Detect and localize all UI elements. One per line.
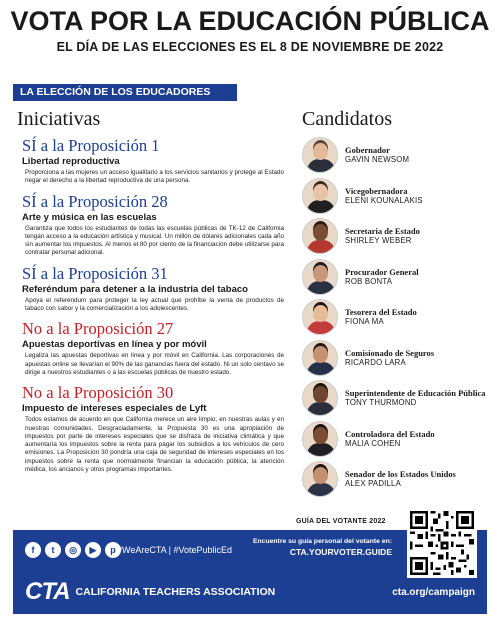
page-title: VOTA POR LA EDUCACIÓN PÚBLICA — [10, 6, 490, 36]
footer-bar — [13, 530, 487, 614]
candidate-office: Vicegobernadora — [345, 185, 408, 196]
candidate-name: ROB BONTA — [345, 276, 393, 286]
candidate-photo — [302, 299, 338, 335]
hashtags: #WeAreCTA | #VotePublicEd — [117, 545, 233, 555]
candidate-office: Controladora del Estado — [345, 428, 435, 439]
candidate-name: GAVIN NEWSOM — [345, 155, 410, 165]
qr-code-icon — [410, 511, 474, 575]
social-icons — [25, 542, 121, 558]
proposition-title: No a la Proposición 30 — [22, 383, 174, 403]
proposition-item — [22, 319, 284, 377]
candidate-photo — [302, 380, 338, 416]
candidate-name: FIONA MA — [345, 317, 384, 327]
candidate-photo — [302, 461, 338, 497]
candidate-office: Superintendente de Educación Pública — [345, 388, 486, 399]
pinterest-icon[interactable]: p — [105, 542, 121, 558]
candidate-photo — [302, 137, 338, 173]
twitter-icon[interactable]: t — [45, 542, 61, 558]
candidate-office: Procurador General — [345, 266, 419, 277]
proposition-description: Garantiza que todos los estudiantes de todas las escuelas públicas de TK-12 de California tengan acceso a la educación artística y musical. Un millón de dólares adicionales cada año sin aumentar los impuestos. Al menos el 80 por ciento de la financiación debe utilizarse para contratar personal adicional. — [25, 224, 284, 257]
campaign-url[interactable]: cta.org/campaign — [392, 587, 475, 598]
candidate-office: Secretaria de Estado — [345, 226, 420, 237]
proposition-item — [22, 192, 284, 258]
candidate-name: RICARDO LARA — [345, 357, 406, 367]
candidate-item — [302, 459, 492, 500]
candidate-photo — [302, 259, 338, 295]
propositions-list — [22, 136, 284, 480]
candidate-item — [302, 135, 492, 176]
proposition-description: Apoya el referéndum para proteger la ley actual que prohíbe la venta de productos de tabaco con sabor y la comercialización a los adolescentes. — [25, 296, 284, 313]
voter-guide-prompt: Encuentre su guía personal del votante en: — [253, 538, 392, 545]
voter-guide-link-block — [253, 538, 392, 557]
facebook-icon[interactable]: f — [25, 542, 41, 558]
candidate-photo — [302, 178, 338, 214]
instagram-icon[interactable]: ◎ — [65, 542, 81, 558]
election-date-subtitle: EL DÍA DE LAS ELECCIONES ES EL 8 DE NOVIEMBRE DE 2022 — [56, 40, 444, 54]
candidate-photo — [302, 340, 338, 376]
proposition-description: Proporciona a las mujeres un acceso igualitario a los servicios sanitarios y protege al Estado negar el derecho a la libertad reproductiva de una persona. — [25, 169, 284, 185]
candidates-heading: Candidatos — [302, 108, 392, 130]
candidate-item — [302, 257, 492, 298]
proposition-title: No a la Proposición 27 — [22, 319, 174, 339]
candidates-list — [302, 135, 492, 500]
candidate-item — [302, 176, 492, 217]
proposition-subtitle: Libertad reproductiva — [22, 156, 120, 167]
candidate-office: Senador de los Estados Unidos — [345, 469, 456, 480]
candidate-photo — [302, 421, 338, 457]
proposition-subtitle: Impuesto de intereses especiales de Lyft — [22, 403, 207, 415]
candidate-name: ALEX PADILLA — [345, 479, 401, 489]
proposition-description: Legaliza las apuestas deportivas en línea y por móvil en California. Las corporaciones de apuestas online se llevarían el 90% de las ganancias fuera del estado. Ni un solo centavo se dirige a nuestros estudiantes o a las escuelas públicas de nuestro estado. — [25, 352, 284, 376]
candidate-photo — [302, 218, 338, 254]
candidate-name: TONY THURMOND — [345, 398, 417, 408]
proposition-item — [22, 264, 284, 314]
proposition-description: Todos estamos de acuerdo en que California merece un aire limpio, en nuestras aulas y en nuestras comunidades. Desgraciadamente, la Propuesta 30 es una apropiación de impuestos por parte de intereses especiales que se disfraza de iniciativa climática y que aumentaría los impuestos sobre la renta para pagar los subsidios a los vehículos de cero emisiones. La Proposición 30 pondría una caja de seguridad de intereses especiales en los impuestos sobre la renta que normalmente financian la educación pública, la atención médica, los ancianos y otros programas importantes. — [25, 416, 284, 474]
proposition-title: SÍ a la Proposición 1 — [22, 136, 160, 155]
proposition-subtitle: Apuestas deportivas en línea y por móvil — [22, 339, 207, 351]
candidate-name: SHIRLEY WEBER — [345, 236, 412, 246]
organization-name: CALIFORNIA TEACHERS ASSOCIATION — [75, 586, 276, 598]
youtube-icon[interactable]: ▶ — [85, 542, 101, 558]
candidate-name: MALIA COHEN — [345, 438, 401, 448]
candidate-item — [302, 378, 492, 419]
proposition-title: SÍ a la Proposición 28 — [22, 191, 168, 211]
candidate-office: Comisionado de Seguros — [345, 347, 435, 358]
candidate-item — [302, 216, 492, 257]
candidate-item — [302, 419, 492, 460]
proposition-subtitle: Referéndum para detener a la industria del tabaco — [22, 283, 248, 295]
proposition-title: SÍ a la Proposición 31 — [22, 263, 168, 283]
proposition-item — [22, 136, 284, 186]
candidate-name: ELENI KOUNALAKIS — [345, 195, 423, 205]
qr-code — [407, 508, 477, 578]
candidate-item — [302, 297, 492, 338]
candidate-office: Tesorera del Estado — [345, 307, 417, 318]
initiatives-heading: Iniciativas — [17, 108, 101, 130]
cta-logo — [25, 578, 275, 606]
proposition-subtitle: Arte y música en las escuelas — [22, 211, 157, 223]
proposition-item — [22, 383, 284, 474]
cta-logo-mark: CTA — [25, 578, 70, 605]
page-header — [0, 6, 500, 54]
candidate-office: Gobernador — [345, 145, 390, 156]
voter-guide-label: GUÍA DEL VOTANTE 2022 — [296, 518, 386, 525]
candidate-item — [302, 338, 492, 379]
voter-guide-url[interactable]: CTA.YOURVOTER.GUIDE — [289, 547, 392, 557]
educators-choice-banner: LA ELECCIÓN DE LOS EDUCADORES — [13, 84, 237, 101]
